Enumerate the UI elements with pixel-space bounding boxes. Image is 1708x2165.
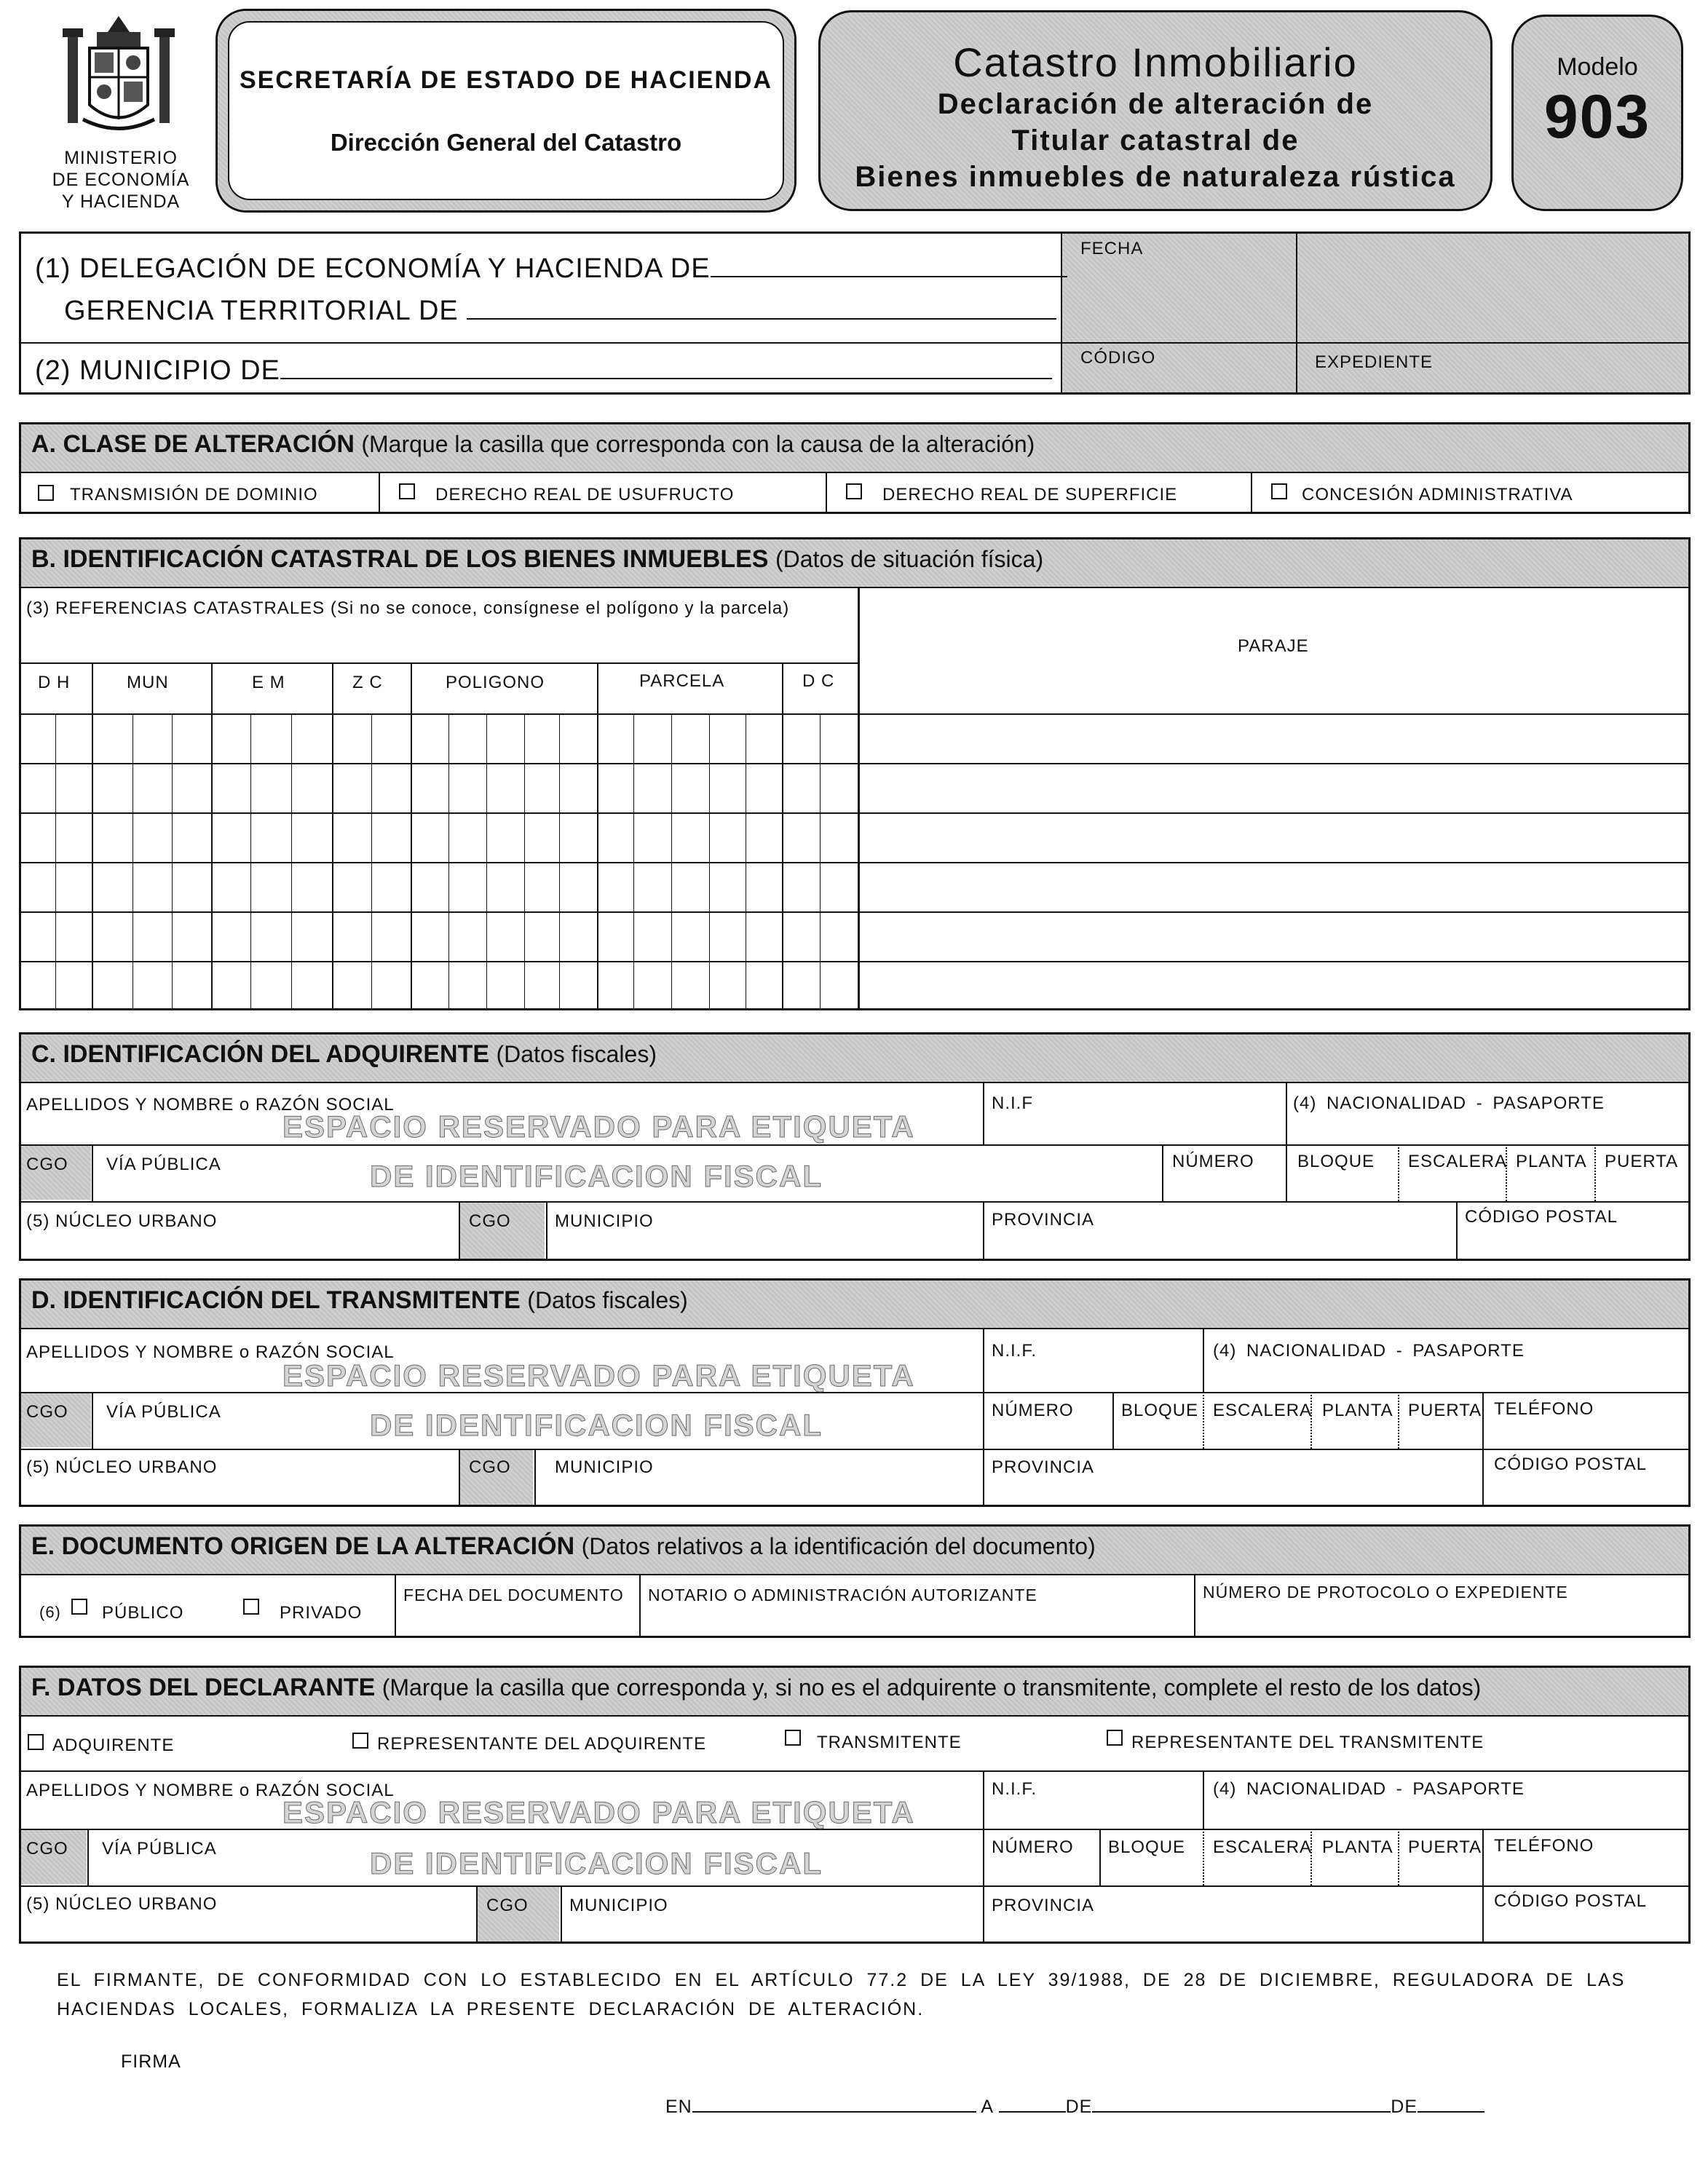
f-label-reserved-1: ESPACIO RESERVADO PARA ETIQUETA — [282, 1795, 915, 1829]
title-line-2: Titular catastral de — [1011, 124, 1300, 157]
col-mun: MUN — [127, 673, 169, 692]
modelo-number: 903 — [1543, 82, 1651, 151]
grid-column-divider — [332, 662, 333, 1010]
f-provincia-field[interactable]: PROVINCIA — [992, 1896, 1095, 1915]
notario-field[interactable]: NOTARIO O ADMINISTRACIÓN AUTORIZANTE — [648, 1586, 1037, 1604]
title-line-1: Declaración de alteración de — [937, 88, 1374, 120]
section-d-note: (Datos fiscales) — [527, 1287, 688, 1313]
d-label-reserved-2: DE IDENTIFICACION FISCAL — [370, 1408, 823, 1442]
grid-row-line — [19, 862, 1691, 863]
f-municipio-field[interactable]: MUNICIPIO — [569, 1896, 668, 1915]
c-puerta-field[interactable]: PUERTA — [1605, 1152, 1679, 1171]
checkbox-superficie[interactable] — [846, 483, 862, 499]
section-d-header — [19, 1278, 1691, 1329]
c-nif-field[interactable]: N.I.F — [992, 1093, 1033, 1113]
section-a-note: (Marque la casilla que corresponda con la causa de la alteración) — [361, 431, 1035, 457]
ministry-line-3: Y HACIENDA — [61, 191, 181, 212]
checkbox-rep-adquirente[interactable] — [352, 1733, 368, 1749]
municipio-label: (2) MUNICIPIO DE — [35, 355, 280, 386]
section-a-title: A. CLASE DE ALTERACIÓN — [31, 430, 355, 458]
direccion-title: Dirección General del Catastro — [330, 129, 682, 156]
d-cgo2-label: CGO — [469, 1457, 511, 1477]
gerencia-field[interactable] — [64, 296, 1056, 327]
delegacion-field[interactable] — [35, 253, 1067, 285]
f-transmitente-label: TRANSMITENTE — [817, 1733, 962, 1752]
f-apellidos-field[interactable]: APELLIDOS Y NOMBRE o RAZÓN SOCIAL — [26, 1781, 395, 1800]
section-e-header — [19, 1524, 1691, 1575]
modelo-label: Modelo — [1557, 53, 1638, 81]
f-cgo-field[interactable]: CGO — [26, 1839, 68, 1859]
grid-row-line — [19, 812, 1691, 814]
declaration-text-2: HACIENDAS LOCALES, FORMALIZA LA PRESENTE DECLARACIÓN DE ALTERACIÓN. — [57, 1999, 925, 2019]
section-c-title: C. IDENTIFICACIÓN DEL ADQUIRENTE — [31, 1040, 490, 1068]
declaration-text-1: EL FIRMANTE, DE CONFORMIDAD CON LO ESTABLECIDO EN EL ARTÍCULO 77.2 DE LA LEY 39/1988, DE 28 DE DICIEMBRE, REGULADORA DE LAS — [57, 1970, 1626, 1990]
c-via-field[interactable]: VÍA PÚBLICA — [106, 1155, 221, 1174]
option-publico[interactable] — [71, 1599, 188, 1623]
option-privado[interactable] — [243, 1599, 374, 1623]
paraje-label: PARAJE — [1238, 636, 1309, 656]
transmision-label: TRANSMISIÓN DE DOMINIO — [70, 485, 318, 504]
usufructo-label: DERECHO REAL DE USUFRUCTO — [435, 485, 735, 504]
d-numero-field[interactable]: NÚMERO — [992, 1401, 1074, 1420]
c-escalera-field[interactable]: ESCALERA — [1408, 1152, 1508, 1171]
section-b-body — [19, 587, 1691, 1010]
gerencia-label: GERENCIA TERRITORIAL DE — [64, 296, 459, 326]
modelo-box — [1511, 15, 1683, 211]
f-option-rep-adquirente[interactable] — [352, 1733, 731, 1754]
e-num-label: (6) — [39, 1603, 61, 1621]
section-b-title: B. IDENTIFICACIÓN CATASTRAL DE LOS BIENES INMUEBLES — [31, 545, 769, 573]
option-usufructo[interactable] — [399, 483, 807, 505]
section-f-title: F. DATOS DEL DECLARANTE — [31, 1674, 376, 1701]
de2-label: DE — [1391, 2097, 1418, 2117]
f-rep-adquirente-label: REPRESENTANTE DEL ADQUIRENTE — [377, 1734, 707, 1754]
c-label-reserved-1: ESPACIO RESERVADO PARA ETIQUETA — [282, 1109, 915, 1144]
f-cp-field[interactable]: CÓDIGO POSTAL — [1494, 1891, 1647, 1911]
d-provincia-field[interactable]: PROVINCIA — [992, 1457, 1095, 1477]
catastro-main-title: Catastro Inmobiliario — [953, 39, 1358, 85]
option-transmision[interactable] — [38, 483, 358, 505]
c-label-reserved-2: DE IDENTIFICACION FISCAL — [370, 1159, 823, 1193]
f-option-rep-transmitente[interactable] — [1107, 1730, 1514, 1752]
c-municipio-field[interactable]: MUNICIPIO — [555, 1211, 654, 1231]
checkbox-usufructo[interactable] — [399, 483, 415, 499]
grid-row-line — [19, 911, 1691, 913]
section-b-note: (Datos de situación física) — [775, 546, 1044, 572]
ministry-line-1: MINISTERIO — [64, 148, 178, 168]
d-nucleo-field[interactable]: (5) NÚCLEO URBANO — [26, 1457, 218, 1477]
c-cgo2-label: CGO — [469, 1211, 511, 1231]
signature-place-date[interactable] — [665, 2097, 1484, 2118]
c-numero-field[interactable]: NÚMERO — [1172, 1152, 1254, 1171]
f-numero-field[interactable]: NÚMERO — [992, 1837, 1074, 1857]
c-cgo-field[interactable]: CGO — [26, 1155, 68, 1174]
section-e-note: (Datos relativos a la identificación del documento) — [581, 1533, 1096, 1559]
expediente-label: EXPEDIENTE — [1315, 352, 1434, 372]
f-option-adquirente[interactable] — [28, 1734, 188, 1756]
d-escalera-field[interactable]: ESCALERA — [1213, 1401, 1313, 1420]
catastro-title-box — [818, 10, 1492, 211]
f-nacionalidad-field[interactable]: (4) NACIONALIDAD - PASAPORTE — [1213, 1779, 1525, 1799]
col-poligono: POLIGONO — [446, 673, 545, 692]
municipio-field[interactable] — [35, 355, 1052, 387]
d-apellidos-field[interactable]: APELLIDOS Y NOMBRE o RAZÓN SOCIAL — [26, 1342, 395, 1362]
f-label-reserved-2: DE IDENTIFICACION FISCAL — [370, 1846, 823, 1880]
concesion-label: CONCESIÓN ADMINISTRATIVA — [1302, 485, 1573, 504]
refs-label: (3) REFERENCIAS CATASTRALES (Si no se conoce, consígnese el polígono y la parcela) — [26, 598, 790, 618]
d-planta-field[interactable]: PLANTA — [1322, 1401, 1393, 1420]
publico-label: PÚBLICO — [102, 1603, 184, 1623]
checkbox-publico[interactable] — [71, 1599, 87, 1615]
col-em: E M — [252, 673, 285, 692]
d-nacionalidad-field[interactable]: (4) NACIONALIDAD - PASAPORTE — [1213, 1341, 1525, 1361]
section-a-header — [19, 422, 1691, 473]
ministry-name — [41, 147, 201, 213]
c-nucleo-field[interactable]: (5) NÚCLEO URBANO — [26, 1211, 218, 1231]
section-b-header — [19, 537, 1691, 588]
checkbox-transmitente[interactable] — [785, 1730, 801, 1746]
col-dh: D H — [38, 673, 71, 692]
d-via-field[interactable]: VÍA PÚBLICA — [106, 1402, 221, 1422]
de1-label: DE — [1065, 2097, 1093, 2117]
f-puerta-field[interactable]: PUERTA — [1408, 1837, 1482, 1857]
grid-column-divider — [597, 662, 598, 1010]
a-label: A — [981, 2097, 993, 2117]
col-dc: D C — [802, 671, 835, 691]
codigo-label: CÓDIGO — [1080, 348, 1156, 368]
f-bloque-field[interactable]: BLOQUE — [1108, 1837, 1186, 1857]
checkbox-rep-transmitente[interactable] — [1107, 1730, 1123, 1746]
title-line-3: Bienes inmuebles de naturaleza rústica — [855, 161, 1456, 193]
c-nacionalidad-field[interactable]: (4) NACIONALIDAD - PASAPORTE — [1293, 1093, 1605, 1113]
section-d-title: D. IDENTIFICACIÓN DEL TRANSMITENTE — [31, 1286, 521, 1314]
option-superficie[interactable] — [846, 483, 1239, 505]
f-telefono-field[interactable]: TELÉFONO — [1494, 1836, 1594, 1856]
section-f-note: (Marque la casilla que corresponda y, si no es el adquirente o transmitente, complete el resto de los datos) — [381, 1674, 1482, 1701]
f-escalera-field[interactable]: ESCALERA — [1213, 1837, 1313, 1857]
grid-row-line — [19, 763, 1691, 764]
grid-column-divider — [782, 662, 783, 1010]
section-c-header — [19, 1032, 1691, 1083]
f-option-transmitente[interactable] — [785, 1730, 974, 1752]
d-puerta-field[interactable]: PUERTA — [1408, 1401, 1482, 1420]
section-f-header — [19, 1666, 1691, 1717]
checkbox-adquirente[interactable] — [28, 1734, 44, 1750]
d-bloque-field[interactable]: BLOQUE — [1121, 1401, 1199, 1420]
d-municipio-field[interactable]: MUNICIPIO — [555, 1457, 654, 1477]
c-bloque-field[interactable]: BLOQUE — [1297, 1152, 1375, 1171]
checkbox-privado[interactable] — [243, 1599, 259, 1615]
grid-column-divider — [211, 662, 213, 1010]
f-adquirente-label: ADQUIRENTE — [52, 1735, 175, 1755]
checkbox-concesion[interactable] — [1271, 483, 1287, 499]
c-apellidos-field[interactable]: APELLIDOS Y NOMBRE o RAZÓN SOCIAL — [26, 1095, 395, 1115]
superficie-label: DERECHO REAL DE SUPERFICIE — [882, 485, 1178, 504]
coat-of-arms-logo — [57, 10, 181, 141]
grid-row-line — [19, 961, 1691, 962]
f-planta-field[interactable]: PLANTA — [1322, 1837, 1393, 1857]
d-telefono-field[interactable]: TELÉFONO — [1494, 1399, 1594, 1419]
f-nucleo-field[interactable]: (5) NÚCLEO URBANO — [26, 1894, 218, 1914]
privado-label: PRIVADO — [280, 1603, 363, 1623]
ministry-line-2: DE ECONOMÍA — [52, 170, 190, 190]
col-zc: Z C — [352, 673, 383, 692]
firma-label: FIRMA — [121, 2051, 181, 2072]
d-cp-field[interactable]: CÓDIGO POSTAL — [1494, 1454, 1647, 1474]
checkbox-transmision[interactable] — [38, 485, 54, 501]
secretaria-title: SECRETARÍA DE ESTADO DE HACIENDA — [239, 66, 773, 94]
secretaria-box — [216, 9, 796, 213]
col-parcela: PARCELA — [639, 671, 725, 691]
delegacion-label: (1) DELEGACIÓN DE ECONOMÍA Y HACIENDA DE — [35, 253, 711, 284]
f-cgo2-label: CGO — [486, 1896, 529, 1915]
c-provincia-field[interactable]: PROVINCIA — [992, 1210, 1095, 1230]
c-cp-field[interactable]: CÓDIGO POSTAL — [1465, 1207, 1618, 1227]
en-label: EN — [665, 2097, 692, 2117]
f-nif-field[interactable]: N.I.F. — [992, 1779, 1037, 1799]
d-nif-field[interactable]: N.I.F. — [992, 1341, 1037, 1361]
fecha-label: FECHA — [1080, 239, 1144, 258]
section-c-note: (Datos fiscales) — [496, 1041, 657, 1067]
d-cgo-field[interactable]: CGO — [26, 1402, 68, 1422]
f-via-field[interactable]: VÍA PÚBLICA — [102, 1839, 217, 1859]
grid-column-divider — [411, 662, 412, 1010]
section-e-title: E. DOCUMENTO ORIGEN DE LA ALTERACIÓN — [31, 1532, 575, 1560]
protocolo-field[interactable]: NÚMERO DE PROTOCOLO O EXPEDIENTE — [1203, 1583, 1568, 1602]
c-planta-field[interactable]: PLANTA — [1516, 1152, 1587, 1171]
option-concesion[interactable] — [1271, 483, 1679, 505]
d-label-reserved-1: ESPACIO RESERVADO PARA ETIQUETA — [282, 1358, 915, 1393]
grid-column-divider — [92, 662, 93, 1010]
f-rep-transmitente-label: REPRESENTANTE DEL TRANSMITENTE — [1131, 1733, 1484, 1752]
fecha-documento-field[interactable]: FECHA DEL DOCUMENTO — [403, 1586, 624, 1604]
